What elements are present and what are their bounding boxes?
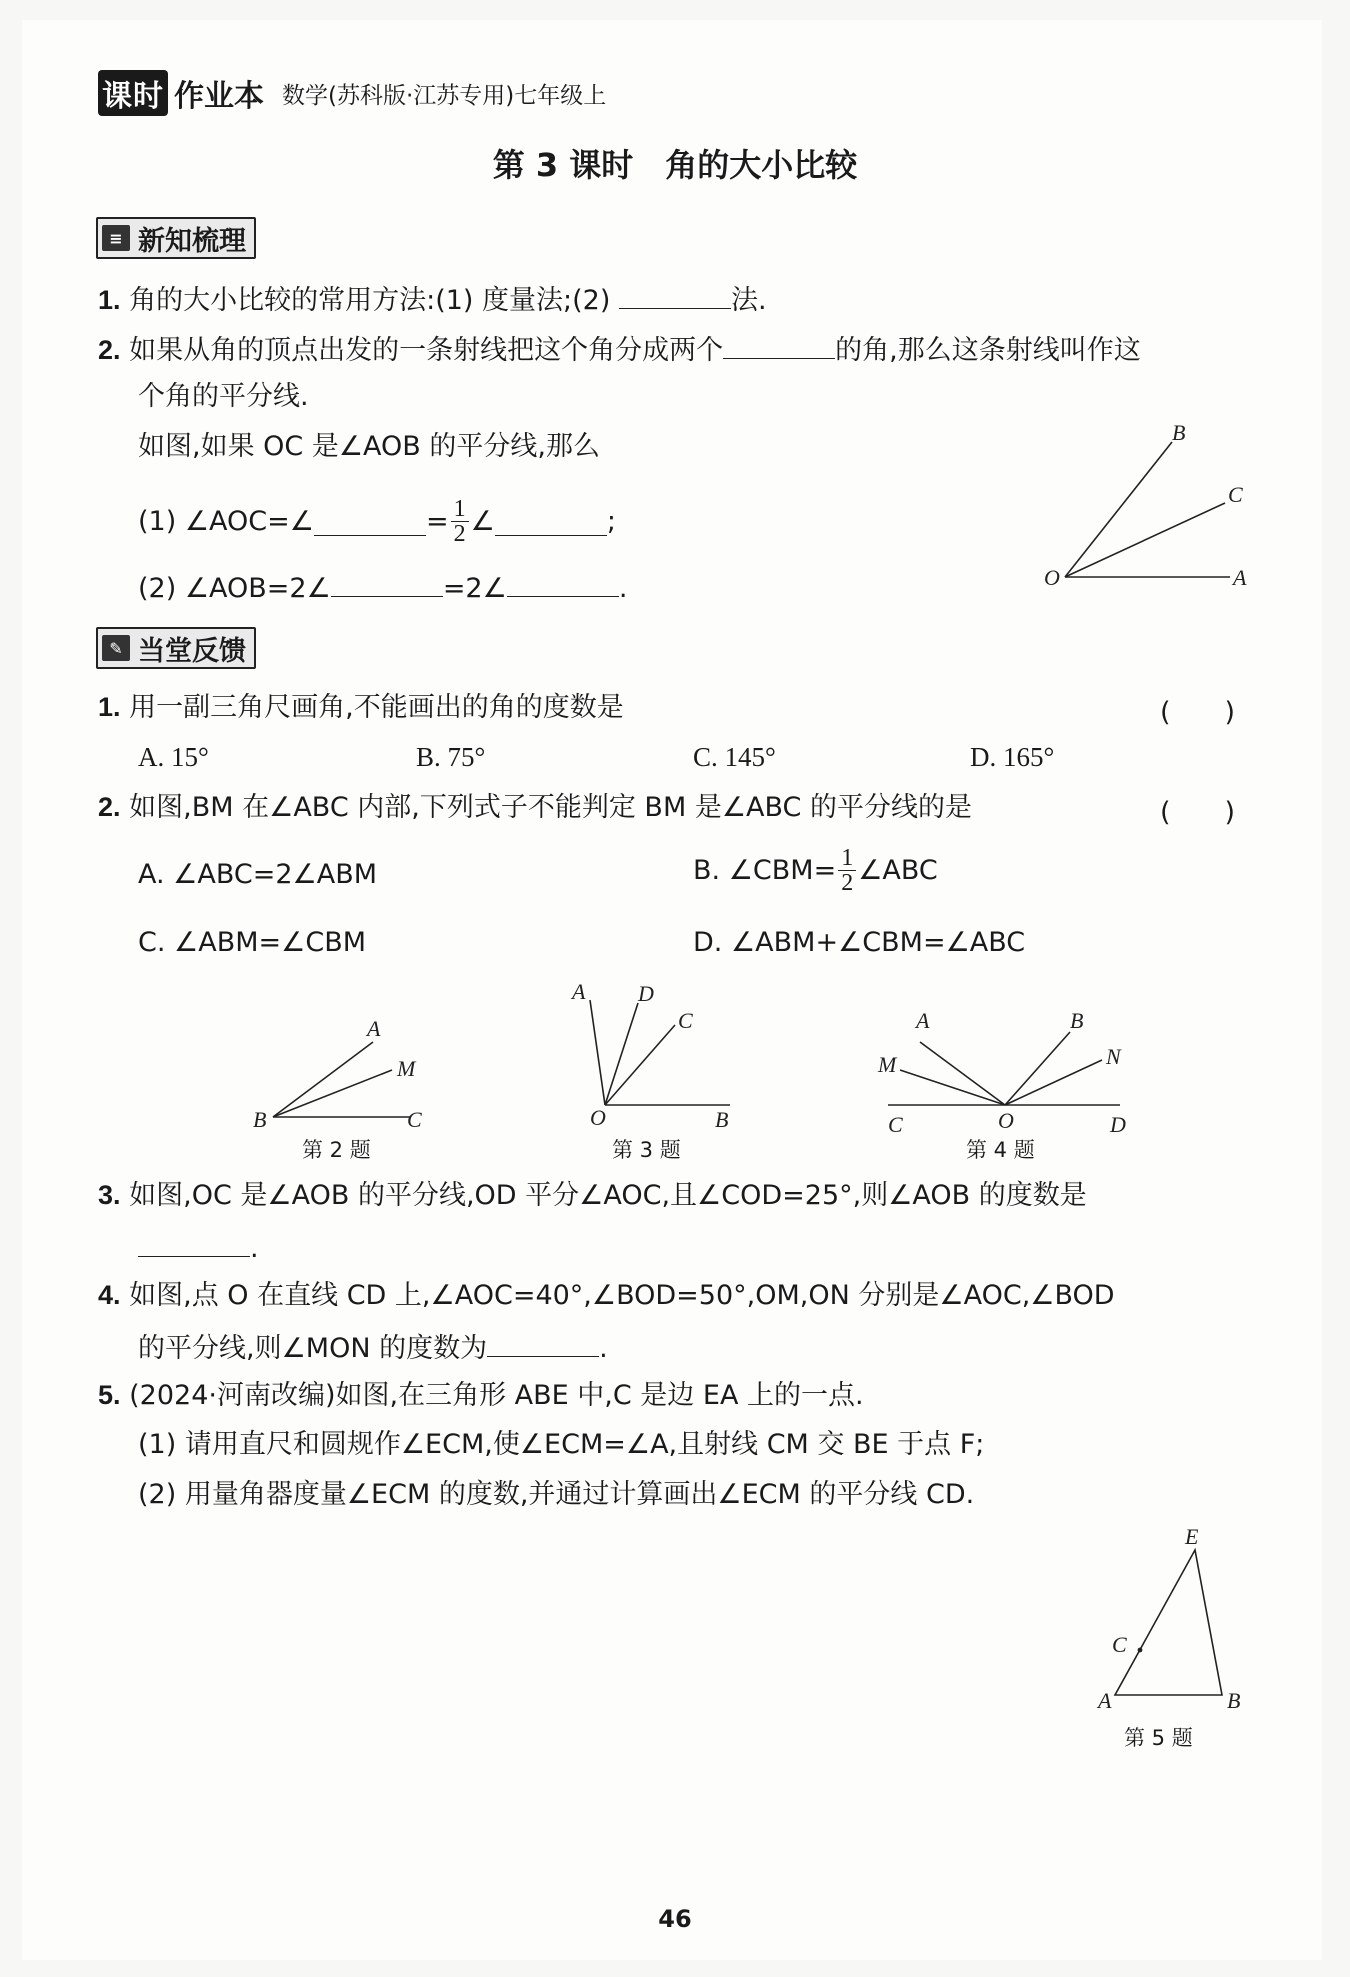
item-text: =2∠ bbox=[442, 573, 507, 604]
section-label: 当堂反馈 bbox=[138, 635, 246, 667]
label-A: A bbox=[1233, 565, 1247, 590]
fraction: $\frac{1}{2}$ bbox=[838, 846, 856, 895]
option-b[interactable] bbox=[693, 846, 938, 895]
item-number: 2. bbox=[98, 335, 121, 365]
label-E: E bbox=[1185, 1524, 1199, 1549]
item-text: = bbox=[425, 505, 449, 537]
item-text: 如图,OC 是∠AOB 的平分线,OD 平分∠AOC,且∠COD=25°,则∠AOB 的度数是 bbox=[129, 1180, 1087, 1211]
option-c[interactable]: C. 145° bbox=[693, 742, 776, 772]
item-text: 的平分线,则∠MON 的度数为 bbox=[138, 1333, 488, 1364]
label-C: C bbox=[1112, 1632, 1127, 1657]
question-1 bbox=[98, 690, 624, 725]
label-A: A bbox=[572, 979, 586, 1004]
item-number: 3. bbox=[98, 1180, 121, 1210]
label-M: M bbox=[397, 1056, 416, 1081]
ray-ON bbox=[1005, 1060, 1102, 1105]
option-d[interactable]: D. ∠ABM+∠CBM=∠ABC bbox=[693, 927, 1026, 958]
answer-paren[interactable]: ( ) bbox=[1160, 797, 1236, 828]
knowledge-2-line1 bbox=[98, 330, 1141, 368]
option-c[interactable]: C. ∠ABM=∠CBM bbox=[138, 927, 367, 958]
item-text: 如果从角的顶点出发的一条射线把这个角分成两个 bbox=[129, 335, 724, 366]
ray-BM bbox=[273, 1070, 392, 1117]
ray-OB bbox=[1005, 1032, 1070, 1105]
ray-OC bbox=[1065, 503, 1225, 577]
ray-OA bbox=[590, 1000, 605, 1105]
option-a[interactable]: A. 15° bbox=[138, 742, 209, 772]
series-name: 作业本 bbox=[174, 79, 264, 114]
answer-blank[interactable] bbox=[487, 1328, 599, 1357]
ray-OA bbox=[920, 1042, 1005, 1105]
pencil-icon: ✎ bbox=[102, 635, 130, 661]
label-A: A bbox=[1098, 1688, 1112, 1713]
label-M: M bbox=[878, 1052, 897, 1077]
subject-label: 数学(苏科版·江苏专用)七年级上 bbox=[282, 82, 607, 109]
answer-blank[interactable] bbox=[495, 507, 607, 536]
question-4 bbox=[98, 1278, 1115, 1313]
item-number: 4. bbox=[98, 1280, 121, 1310]
knowledge-2-sub2 bbox=[138, 568, 627, 606]
question-3-answer bbox=[138, 1228, 259, 1266]
ray-OB bbox=[1065, 442, 1172, 577]
item-number: 5. bbox=[98, 1380, 121, 1410]
answer-blank[interactable] bbox=[138, 1228, 250, 1257]
item-text: 法. bbox=[730, 285, 767, 316]
option-d[interactable]: D. 165° bbox=[970, 742, 1055, 772]
item-text: 用一副三角尺画角,不能画出的角的度数是 bbox=[129, 692, 624, 723]
item-text: 如图,点 O 在直线 CD 上,∠AOC=40°,∠BOD=50°,OM,ON 分别是∠AOC,∠BOD bbox=[129, 1280, 1115, 1311]
label-N: N bbox=[1106, 1044, 1121, 1069]
point-C bbox=[1138, 1648, 1143, 1653]
knowledge-2-line3: 如图,如果 OC 是∠AOB 的平分线,那么 bbox=[138, 431, 600, 462]
option-b[interactable]: B. 75° bbox=[416, 742, 486, 772]
item-number: 2. bbox=[98, 792, 121, 822]
label-C: C bbox=[1228, 482, 1243, 507]
knowledge-1 bbox=[98, 280, 767, 318]
page-number: 46 bbox=[658, 1905, 692, 1933]
label-B: B bbox=[1070, 1008, 1084, 1033]
ray-OD bbox=[605, 1003, 638, 1105]
fraction: $\frac{1}{2}$ bbox=[451, 497, 469, 546]
ray-OM bbox=[900, 1070, 1005, 1105]
ray-OC bbox=[605, 1025, 675, 1105]
label-O: O bbox=[590, 1105, 606, 1130]
item-text: . bbox=[599, 1333, 608, 1364]
label-B: B bbox=[1227, 1688, 1241, 1713]
series-logo: 课时 bbox=[98, 70, 168, 116]
knowledge-2-sub1 bbox=[138, 497, 616, 546]
label-B: B bbox=[715, 1107, 729, 1132]
item-text: . bbox=[618, 573, 628, 604]
figure-angle-bisector bbox=[1030, 420, 1260, 600]
section-new-knowledge bbox=[96, 217, 256, 259]
label-B: B bbox=[253, 1107, 267, 1132]
label-B: B bbox=[1172, 420, 1186, 445]
figure-caption: 第 3 题 bbox=[612, 1138, 681, 1162]
answer-blank[interactable] bbox=[507, 568, 619, 597]
option-a[interactable]: A. ∠ABC=2∠ABM bbox=[138, 859, 378, 890]
item-text: 的角,那么这条射线叫作这 bbox=[835, 335, 1141, 366]
label-O: O bbox=[1044, 565, 1060, 590]
header bbox=[98, 70, 606, 116]
label-A: A bbox=[916, 1008, 930, 1033]
option-text: ∠ABC bbox=[858, 854, 938, 886]
item-text: (2) ∠AOB=2∠ bbox=[138, 573, 331, 604]
item-text: ; bbox=[606, 505, 616, 537]
figure-question-2 bbox=[245, 1010, 435, 1140]
label-A: A bbox=[367, 1016, 381, 1041]
figure-caption: 第 5 题 bbox=[1124, 1726, 1193, 1750]
figure-question-3 bbox=[560, 975, 760, 1140]
figure-caption: 第 4 题 bbox=[966, 1138, 1035, 1162]
triangle-ABE bbox=[1115, 1550, 1222, 1695]
knowledge-2-line2: 个角的平分线. bbox=[138, 381, 309, 412]
question-5-part1: (1) 请用直尺和圆规作∠ECM,使∠ECM=∠A,且射线 CM 交 BE 于点 F; bbox=[138, 1429, 985, 1460]
section-label: 新知梳理 bbox=[138, 225, 246, 257]
book-icon: ≡ bbox=[102, 225, 130, 251]
label-O: O bbox=[998, 1108, 1014, 1133]
section-feedback bbox=[96, 627, 256, 669]
ray-BA bbox=[273, 1042, 373, 1117]
figure-question-5 bbox=[1070, 1520, 1270, 1720]
answer-paren[interactable]: ( ) bbox=[1160, 697, 1236, 728]
label-D: D bbox=[1110, 1112, 1126, 1137]
item-text: ∠ bbox=[470, 505, 495, 537]
item-text: 角的大小比较的常用方法:(1) 度量法;(2) bbox=[129, 285, 619, 316]
answer-blank[interactable] bbox=[619, 280, 731, 309]
label-D: D bbox=[638, 981, 654, 1006]
figure-caption: 第 2 题 bbox=[302, 1138, 371, 1162]
option-text: B. ∠CBM= bbox=[693, 854, 837, 886]
question-4-line2 bbox=[138, 1328, 608, 1366]
item-text: . bbox=[250, 1233, 259, 1264]
item-text: 如图,BM 在∠ABC 内部,下列式子不能判定 BM 是∠ABC 的平分线的是 bbox=[129, 792, 972, 823]
item-text: (1) ∠AOC=∠ bbox=[138, 505, 314, 537]
item-number: 1. bbox=[98, 285, 121, 315]
question-3 bbox=[98, 1178, 1087, 1213]
answer-blank[interactable] bbox=[723, 330, 835, 359]
question-5-part2: (2) 用量角器度量∠ECM 的度数,并通过计算画出∠ECM 的平分线 CD. bbox=[138, 1479, 975, 1510]
lesson-title: 第 3 课时 角的大小比较 bbox=[492, 146, 858, 184]
figure-question-4 bbox=[870, 1000, 1140, 1140]
label-C: C bbox=[407, 1107, 422, 1132]
answer-blank[interactable] bbox=[314, 507, 426, 536]
label-C: C bbox=[678, 1008, 693, 1033]
question-2 bbox=[98, 790, 972, 825]
answer-blank[interactable] bbox=[331, 568, 443, 597]
label-C: C bbox=[888, 1112, 903, 1137]
item-number: 1. bbox=[98, 692, 121, 722]
question-5 bbox=[98, 1378, 864, 1413]
item-text: (2024·河南改编)如图,在三角形 ABE 中,C 是边 EA 上的一点. bbox=[129, 1380, 864, 1411]
